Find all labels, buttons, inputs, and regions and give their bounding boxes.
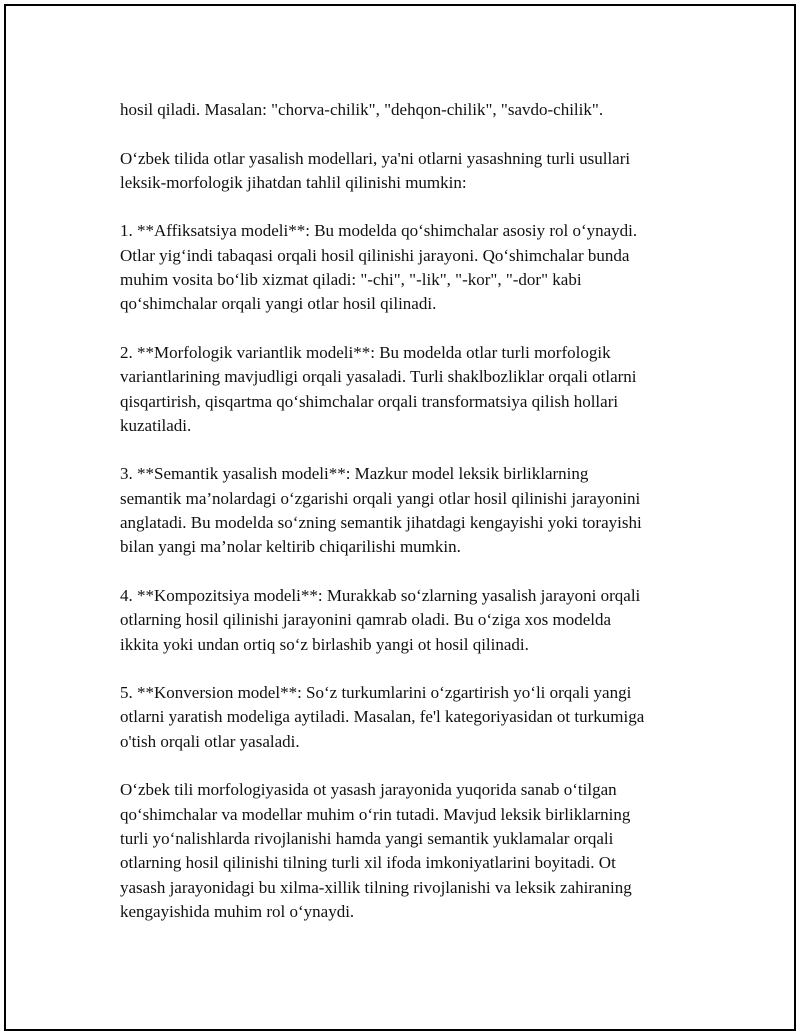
paragraph-conversion-model: 5. **Konversion model**: So‘z turkumlarini o‘zgartirish yo‘li orqali yangi otlarni yaratish modeliga aytiladi. Masalan, fe'l kategoriyasidan ot turkumiga o'tish orqali otlar yasaladi. xyxy=(120,683,645,751)
paragraph-composition-model: 4. **Kompozitsiya modeli**: Murakkab so‘zlarning yasalish jarayoni orqali otlarning hosil qilinishi jarayonini qamrab oladi. Bu o‘ziga xos modelda ikkita yoki undan ortiq so‘z birlashib yangi ot hosil qilinadi. xyxy=(120,585,641,654)
document-body xyxy=(120,98,700,948)
page-frame xyxy=(4,4,796,1031)
paragraph-morphological-variant-model: 2. **Morfologik variantlik modeli**: Bu modelda otlar turli morfologik variantlarining mavjudligi orqali yasaladi. Turli shaklbozliklar orqali otlarni qisqartirish, qisqartma qo‘shimchalar orqali transformatsiya qilish hollari kuzatiladi. xyxy=(120,342,637,435)
paragraph-affixation-model: 1. **Affiksatsiya modeli**: Bu modelda qo‘shimchalar asosiy rol o‘ynaydi. Otlar yig‘indi tabaqasi orqali hosil qilinishi jarayoni. Qo‘shimchalar bunda muhim vosita bo‘lib xizmat qiladi: "-chi", "-lik", "-kor", "-dor" kabi qo‘shimchalar orqali yangi otlar hosil qilinadi. xyxy=(120,221,638,314)
paragraph-conclusion: O‘zbek tili morfologiyasida ot yasash jarayonida yuqorida sanab o‘tilgan qo‘shimchalar va modellar muhim o‘rin tutadi. Mavjud leksik birliklarning turli yo‘nalishlarda rivojlanishi hamda yangi semantik yuklamalar orqali otlarning hosil qilinishi tilning turli xil ifoda imkoniyatlarini boyitadi. Ot yasash jarayonidagi bu xilma-xillik tilning rivojlanishi va leksik zahiraning kengayishida muhim rol o‘ynaydi. xyxy=(120,780,632,921)
paragraph-semantic-model: 3. **Semantik yasalish modeli**: Mazkur model leksik birliklarning semantik ma’nolardagi o‘zgarishi orqali yangi otlar hosil qilinishi jarayonini anglatadi. Bu modelda so‘zning semantik jihatdagi kengayishi yoki torayishi bilan yangi ma’nolar keltirib chiqarilishi mumkin. xyxy=(120,464,642,557)
paragraph-models-intro: O‘zbek tilida otlar yasalish modellari, ya'ni otlarni yasashning turli usullari leksik-morfologik jihatdan tahlil qilinishi mumkin: xyxy=(120,148,631,192)
paragraph-intro-continuation: hosil qiladi. Masalan: "chorva-chilik", "dehqon-chilik", "savdo-chilik". xyxy=(120,100,604,119)
